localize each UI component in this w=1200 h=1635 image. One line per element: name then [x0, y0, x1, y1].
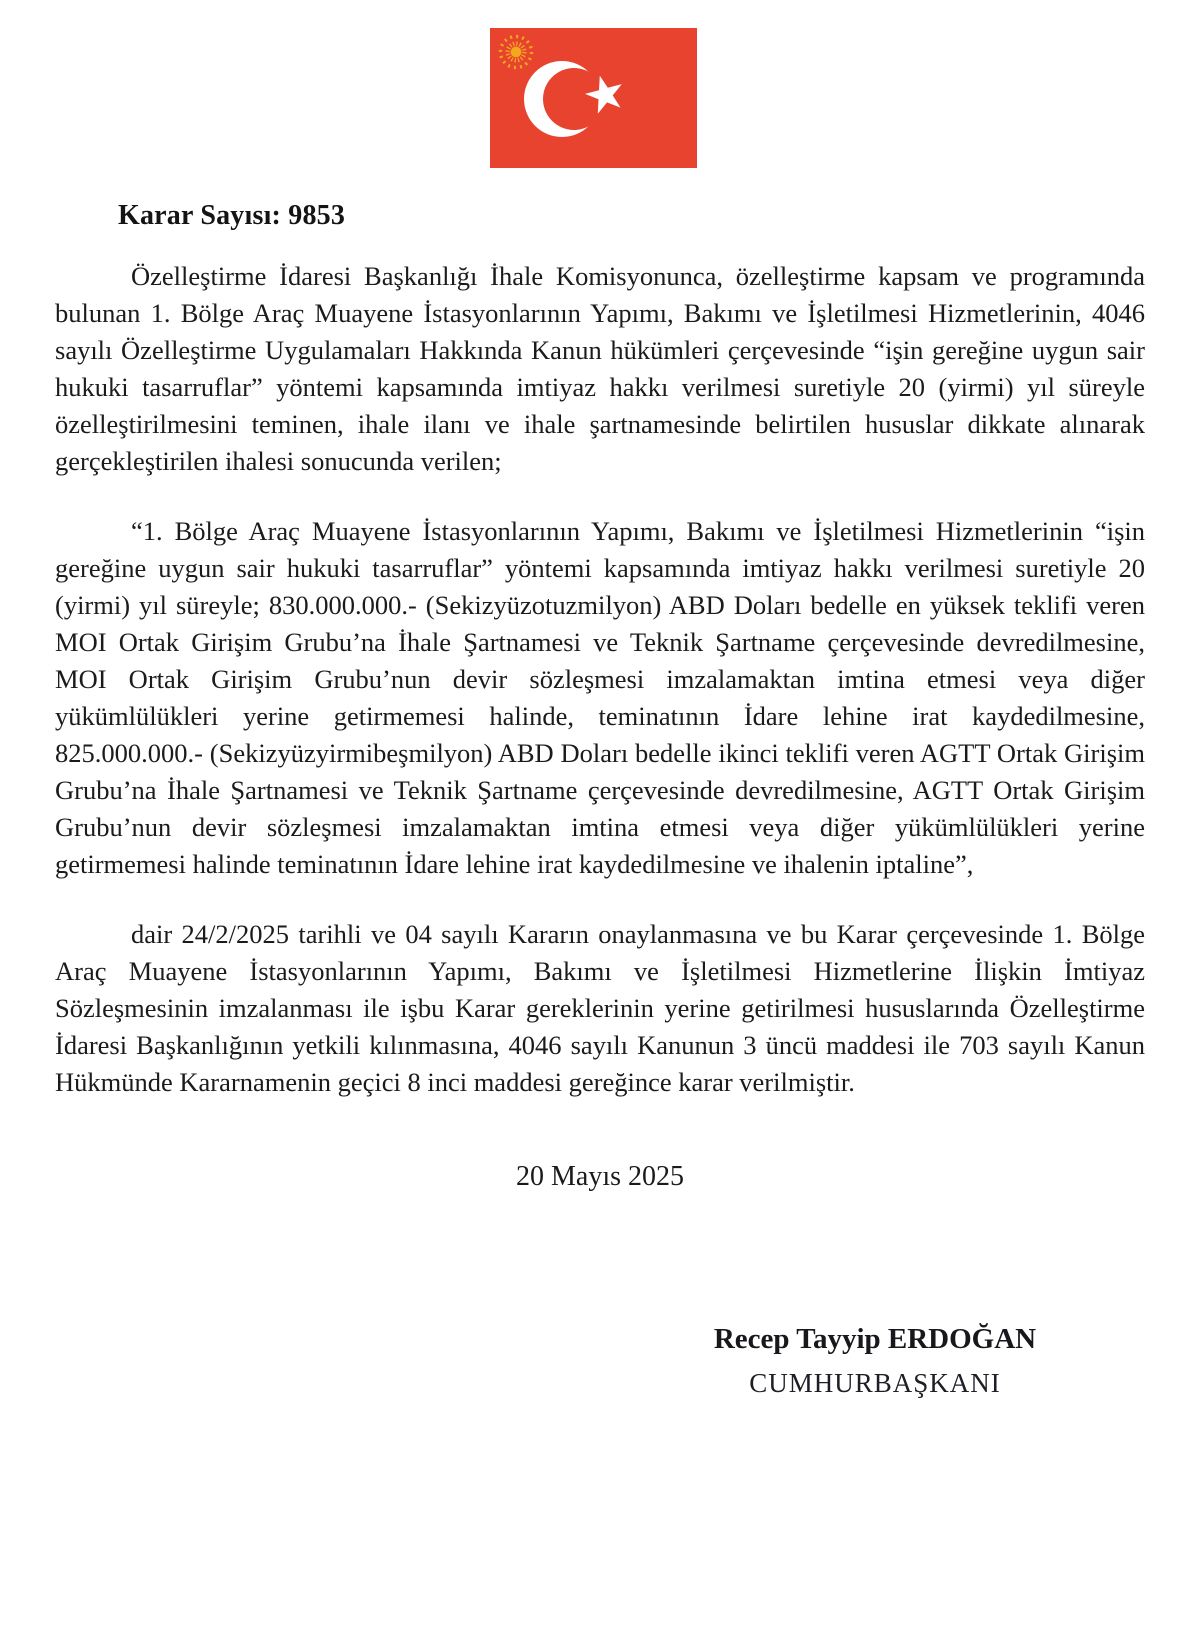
- president-name: Recep Tayyip ERDOĞAN: [713, 1323, 1037, 1355]
- president-title: CUMHURBAŞKANI: [749, 1368, 1001, 1398]
- turkish-presidential-flag: [490, 28, 697, 168]
- decree-paragraph-intro: Özelleştirme İdaresi Başkanlığı İhale Komisyonunca, özelleştirme kapsam ve programında bulunan 1. Bölge Araç Muayene İstasyonlarının Yapımı, Bakımı ve İşletilmesi Hizmetlerinin, 4046 sayılı Özelleştirme Uygulamaları Hakkında Kanun hükümleri çerçevesinde “işin gereğine uygun sair hukuki tasarruflar” yöntemi kapsamında imtiyaz hakkı verilmesi suretiyle 20 (yirmi) yıl süreyle özelleştirilmesini teminen, ihale ilanı ve ihale şartnamesinde belirtilen hususlar dikkate alınarak gerçekleştirilen ihalesi sonucunda verilen;: [55, 261, 1145, 476]
- decree-paragraph-approval: dair 24/2/2025 tarihli ve 04 sayılı Kararın onaylanmasına ve bu Karar çerçevesinde 1. Bölge Araç Muayene İstasyonlarının Yapımı, Bakımı ve İşletilmesi Hizmetlerine İlişkin İmtiyaz Sözleşmesinin imzalanması ile işbu Karar gereklerinin yerine getirilmesi hususlarında Özelleştirme İdaresi Başkanlığının yetkili kılınmasına, 4046 sayılı Kanunun 3 üncü maddesi ile 703 sayılı Kanun Hükmünde Kararnamenin geçici 8 inci maddesi gereğince karar verilmiştir.: [55, 919, 1145, 1097]
- decision-date: 20 Mayıs 2025: [516, 1161, 684, 1192]
- seal-sun-core: [510, 47, 521, 58]
- flag-image: [490, 28, 697, 168]
- crescent-inner-circle: [543, 68, 605, 130]
- decision-number-heading: Karar Sayısı: 9853: [118, 200, 346, 231]
- signature-block: [655, 1323, 1095, 1399]
- decree-paragraph-tender-decision: “1. Bölge Araç Muayene İstasyonlarının Yapımı, Bakımı ve İşletilmesi Hizmetlerinin “işin gereğine uygun sair hukuki tasarruflar” yöntemi kapsamında imtiyaz hakkı verilmesi suretiyle 20 (yirmi) yıl süreyle; 830.000.000.- (Sekizyüzotuzmilyon) ABD Doları bedelle en yüksek teklifi veren MOI Ortak Girişim Grubu’na İhale Şartnamesi ve Teknik Şartname çerçevesinde devredilmesine, MOI Ortak Girişim Grubu’nun devir sözleşmesi imzalamaktan imtina etmesi veya diğer yükümlülükleri yerine getirmemesi halinde, teminatının İdare lehine irat kaydedilmesine, 825.000.000.- (Sekizyüzyirmibeşmilyon) ABD Doları bedelle ikinci teklifi veren AGTT Ortak Girişim Grubu’na İhale Şartnamesi ve Teknik Şartname çerçevesinde devredilmesine, AGTT Ortak Girişim Grubu’nun devir sözleşmesi imzalamaktan imtina etmesi veya diğer yükümlülükleri yerine getirmemesi halinde teminatının İdare lehine irat kaydedilmesine ve ihalenin iptaline”,: [55, 516, 1145, 879]
